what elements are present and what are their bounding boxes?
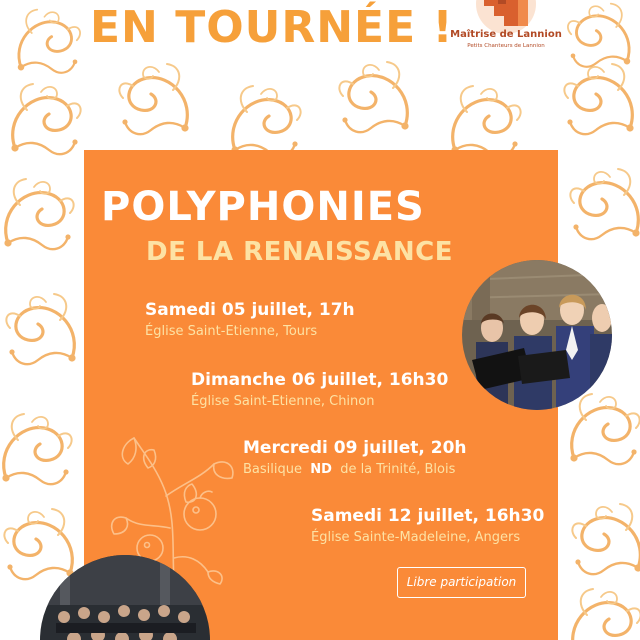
- program-title: POLYPHONIES: [101, 184, 425, 230]
- concert-item: [145, 299, 355, 341]
- concert-date: Samedi 05 juillet, 17h: [145, 300, 355, 320]
- concert-item: [243, 437, 467, 479]
- concert-venue-part: de la Trinité, Blois: [340, 462, 456, 477]
- concert-date: Dimanche 06 juillet, 16h30: [191, 370, 449, 390]
- admission-badge: Libre participation: [397, 567, 526, 598]
- concert-venue: [243, 461, 467, 479]
- concert-venue: Église Saint-Etienne, Chinon: [191, 394, 375, 409]
- concert-item: [311, 505, 544, 547]
- concert-venue: Église Sainte-Madeleine, Angers: [311, 530, 521, 545]
- logo-name: Maîtrise de Lannion: [450, 29, 562, 40]
- concert-date: Mercredi 09 juillet, 20h: [243, 438, 467, 458]
- program-subtitle: DE LA RENAISSANCE: [146, 237, 453, 267]
- concert-date: Samedi 12 juillet, 16h30: [311, 506, 545, 526]
- choir-photo-illustration: [462, 260, 612, 410]
- logo-subtitle: Petits Chanteurs de Lannion: [467, 43, 545, 49]
- concert-venue-highlight: ND: [310, 462, 332, 477]
- choir-photo: [462, 260, 612, 410]
- concert-venue: Église Saint-Etienne, Tours: [145, 324, 318, 339]
- concert-item: [191, 369, 448, 411]
- logo: [448, 0, 564, 76]
- headline: EN TOURNÉE !: [90, 2, 454, 53]
- concert-venue-part: Basilique: [243, 462, 302, 477]
